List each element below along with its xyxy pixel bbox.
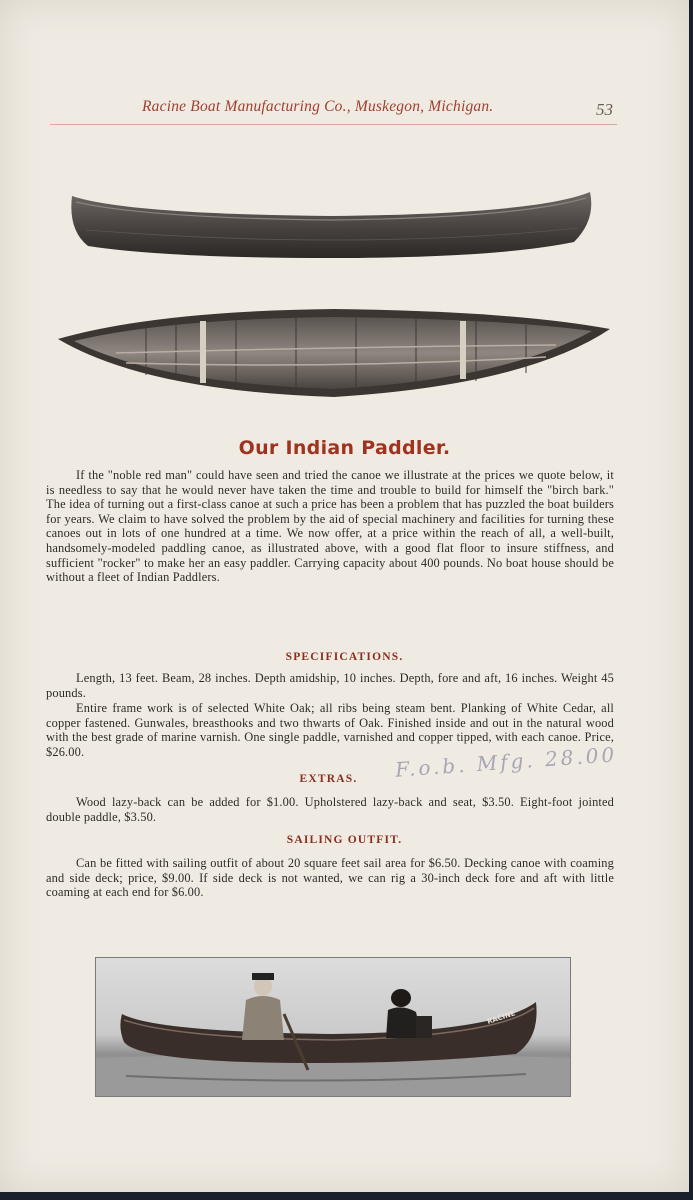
canoe-photograph bbox=[95, 957, 571, 1097]
specifications-construction: Entire frame work is of selected White Oak; all ribs being steam bent. Planking of White Cedar, all copper fastened. Gunwales, breasthooks and two thwarts of Oak. Finished inside and out in the natural wood with the best grade of marine varnish. One single paddle, varnished and copper tipped, with each canoe. Price, $26.00. bbox=[46, 701, 614, 759]
sailing-outfit-heading: SAILING OUTFIT. bbox=[286, 834, 403, 846]
specifications-dimensions: Length, 13 feet. Beam, 28 inches. Depth amidship, 10 inches. Depth, fore and aft, 16 inches. Weight 45 pounds. bbox=[46, 671, 614, 700]
sailing-outfit-paragraph: Can be fitted with sailing outfit of about 20 square feet sail area for $6.50. Decking canoe with coaming and side deck; price, $9.00. If side deck is not wanted, we can rig a 30-inch deck fore and aft with little coaming at each end for $6.00. bbox=[46, 856, 614, 900]
boat-name-text: RACINE bbox=[486, 1009, 517, 1026]
canoe-top-view-illustration bbox=[56, 305, 612, 405]
handwritten-note: F.o.b. Mfg. 28.00 bbox=[394, 742, 618, 782]
specifications-heading: SPECIFICATIONS. bbox=[285, 651, 404, 663]
page-number: 53 bbox=[596, 100, 613, 119]
article-title: Our Indian Paddler. bbox=[238, 437, 451, 459]
extras-paragraph: Wood lazy-back can be added for $1.00. Upholstered lazy-back and seat, $3.50. Eight-foot jointed double paddle, $3.50. bbox=[46, 795, 614, 824]
running-title: Racine Boat Manufacturing Co., Muskegon, Michigan. bbox=[142, 98, 494, 115]
running-header bbox=[50, 96, 617, 125]
canoe-side-view-illustration bbox=[66, 190, 596, 262]
intro-paragraph: If the "noble red man" could have seen and tried the canoe we illustrate at the prices we quote below, it is needless to say that he would never have taken the time and trouble to build for himself the "birch bark." The idea of turning out a first-class canoe at such a price has been a problem that has puzzled the boat builders for years. We claim to have solved the problem by the aid of special machinery and facilities for turning these canoes out in lots of one hundred at a time. We now offer, at a price within the reach of all, a well-built, handsomely-modeled paddling canoe, as illustrated above, with a good flat floor to insure stiffness, and sufficient "rocker" to make her an easy paddler. Carrying capacity about 400 pounds. No boat house should be without a fleet of Indian Paddlers. bbox=[46, 468, 614, 585]
extras-heading: EXTRAS. bbox=[299, 773, 358, 785]
